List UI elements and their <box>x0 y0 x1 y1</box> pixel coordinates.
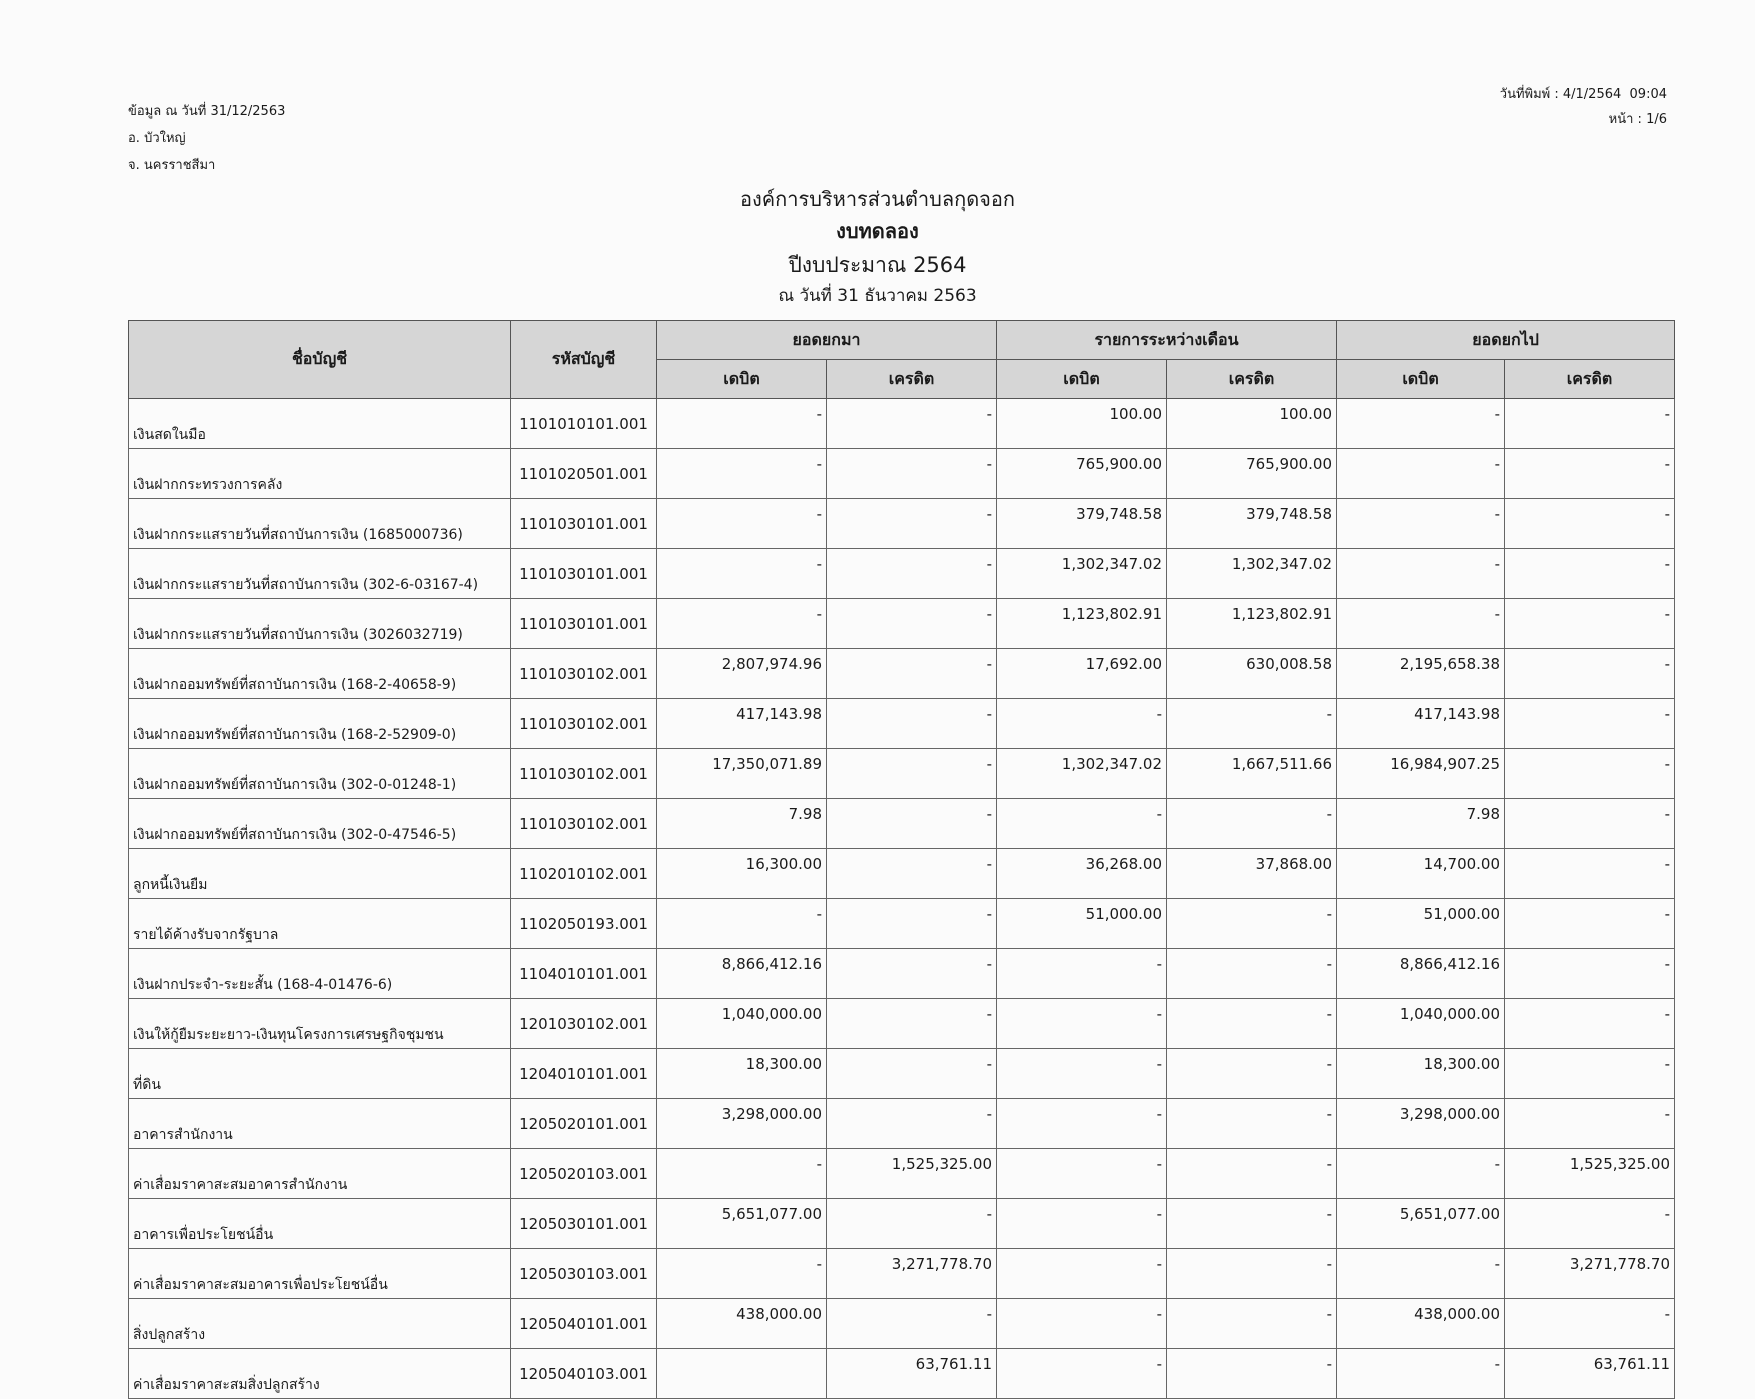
bf-debit-cell: - <box>657 499 827 549</box>
table-row <box>129 1199 1675 1249</box>
account-code-cell: 1205020103.001 <box>511 1149 657 1199</box>
account-code-cell: 1101030101.001 <box>511 599 657 649</box>
cf-debit-cell: - <box>1337 1349 1505 1399</box>
month-credit-cell: 1,302,347.02 <box>1167 549 1337 599</box>
bf-debit-cell: 2,807,974.96 <box>657 649 827 699</box>
col-header-during-month: รายการระหว่างเดือน <box>997 321 1337 360</box>
report-title: งบทดลอง <box>836 219 919 243</box>
account-name-cell: เงินฝากกระแสรายวันที่สถาบันการเงิน (3026032719) <box>129 599 511 649</box>
bf-credit-cell: 63,761.11 <box>827 1349 997 1399</box>
data-date: ข้อมูล ณ วันที่ 31/12/2563 <box>128 104 286 119</box>
bf-credit-cell: - <box>827 1049 997 1099</box>
month-debit-cell: - <box>997 699 1167 749</box>
cf-debit-cell: 8,866,412.16 <box>1337 949 1505 999</box>
table-row <box>129 449 1675 499</box>
account-name-cell: อาคารเพื่อประโยชน์อื่น <box>129 1199 511 1249</box>
table-body <box>129 399 1675 1399</box>
col-header-carried-forward: ยอดยกไป <box>1337 321 1675 360</box>
col-header-month-credit: เครดิต <box>1167 360 1337 399</box>
bf-credit-cell: - <box>827 549 997 599</box>
cf-debit-cell: 7.98 <box>1337 799 1505 849</box>
table-row <box>129 849 1675 899</box>
bf-credit-cell: - <box>827 499 997 549</box>
table-row <box>129 1099 1675 1149</box>
bf-credit-cell: - <box>827 1099 997 1149</box>
month-credit-cell: - <box>1167 1349 1337 1399</box>
cf-credit-cell: - <box>1505 399 1675 449</box>
month-debit-cell: 36,268.00 <box>997 849 1167 899</box>
cf-debit-cell: 51,000.00 <box>1337 899 1505 949</box>
account-code-cell: 1102010102.001 <box>511 849 657 899</box>
bf-credit-cell: - <box>827 849 997 899</box>
cf-credit-cell: - <box>1505 749 1675 799</box>
table-row <box>129 999 1675 1049</box>
account-code-cell: 1201030102.001 <box>511 999 657 1049</box>
account-code-cell: 1102050193.001 <box>511 899 657 949</box>
bf-credit-cell: - <box>827 1299 997 1349</box>
bf-credit-cell: - <box>827 999 997 1049</box>
organization-name: องค์การบริหารส่วนตำบลกุดจอก <box>739 187 1016 211</box>
cf-debit-cell: - <box>1337 499 1505 549</box>
bf-debit-cell: 8,866,412.16 <box>657 949 827 999</box>
report-titles <box>0 184 1755 310</box>
month-debit-cell: 1,302,347.02 <box>997 549 1167 599</box>
cf-debit-cell: 18,300.00 <box>1337 1049 1505 1099</box>
account-name-cell: เงินฝากประจำ-ระยะสั้น (168-4-01476-6) <box>129 949 511 999</box>
month-debit-cell: - <box>997 1049 1167 1099</box>
col-header-brought-forward: ยอดยกมา <box>657 321 997 360</box>
bf-debit-cell: 17,350,071.89 <box>657 749 827 799</box>
table-row <box>129 949 1675 999</box>
col-header-month-debit: เดบิต <box>997 360 1167 399</box>
page-number: หน้า : 1/6 <box>1608 112 1667 127</box>
account-name-cell: ค่าเสื่อมราคาสะสมอาคารสำนักงาน <box>129 1149 511 1199</box>
account-code-cell: 1104010101.001 <box>511 949 657 999</box>
cf-credit-cell: - <box>1505 1099 1675 1149</box>
account-name-cell: เงินฝากกระแสรายวันที่สถาบันการเงิน (1685000736) <box>129 499 511 549</box>
account-code-cell: 1205030103.001 <box>511 1249 657 1299</box>
month-debit-cell: 17,692.00 <box>997 649 1167 699</box>
month-debit-cell: - <box>997 1149 1167 1199</box>
bf-credit-cell: - <box>827 799 997 849</box>
cf-debit-cell: 417,143.98 <box>1337 699 1505 749</box>
table-row <box>129 1049 1675 1099</box>
report-info-left <box>128 98 285 179</box>
cf-credit-cell: - <box>1505 449 1675 499</box>
cf-credit-cell: - <box>1505 849 1675 899</box>
account-code-cell: 1101030101.001 <box>511 499 657 549</box>
table-row <box>129 749 1675 799</box>
col-header-bf-debit: เดบิต <box>657 360 827 399</box>
province: จ. นครราชสีมา <box>128 158 216 173</box>
cf-credit-cell: - <box>1505 999 1675 1049</box>
bf-debit-cell: - <box>657 399 827 449</box>
cf-debit-cell: - <box>1337 599 1505 649</box>
month-credit-cell: 100.00 <box>1167 399 1337 449</box>
month-debit-cell: 100.00 <box>997 399 1167 449</box>
month-credit-cell: 630,008.58 <box>1167 649 1337 699</box>
bf-credit-cell: 1,525,325.00 <box>827 1149 997 1199</box>
month-debit-cell: - <box>997 1349 1167 1399</box>
cf-credit-cell: - <box>1505 649 1675 699</box>
account-name-cell: เงินให้กู้ยืมระยะยาว-เงินทุนโครงการเศรษฐกิจชุมชน <box>129 999 511 1049</box>
cf-debit-cell: 2,195,658.38 <box>1337 649 1505 699</box>
cf-credit-cell: - <box>1505 1199 1675 1249</box>
account-name-cell: เงินฝากออมทรัพย์ที่สถาบันการเงิน (168-2-40658-9) <box>129 649 511 699</box>
trial-balance-table <box>128 320 1675 1399</box>
month-credit-cell: 1,123,802.91 <box>1167 599 1337 649</box>
bf-credit-cell: - <box>827 899 997 949</box>
bf-debit-cell: 18,300.00 <box>657 1049 827 1099</box>
table-row <box>129 399 1675 449</box>
month-credit-cell: 765,900.00 <box>1167 449 1337 499</box>
month-debit-cell: - <box>997 1249 1167 1299</box>
col-header-bf-credit: เครดิต <box>827 360 997 399</box>
month-credit-cell: - <box>1167 949 1337 999</box>
cf-credit-cell: - <box>1505 899 1675 949</box>
account-code-cell: 1101010101.001 <box>511 399 657 449</box>
account-code-cell: 1101030102.001 <box>511 699 657 749</box>
account-name-cell: ที่ดิน <box>129 1049 511 1099</box>
bf-debit-cell: 7.98 <box>657 799 827 849</box>
month-credit-cell: 1,667,511.66 <box>1167 749 1337 799</box>
account-name-cell: ค่าเสื่อมราคาสะสมสิ่งปลูกสร้าง <box>129 1349 511 1399</box>
table-row <box>129 1249 1675 1299</box>
month-debit-cell: - <box>997 799 1167 849</box>
account-name-cell: เงินสดในมือ <box>129 399 511 449</box>
cf-debit-cell: 3,298,000.00 <box>1337 1099 1505 1149</box>
cf-debit-cell: 1,040,000.00 <box>1337 999 1505 1049</box>
month-credit-cell: - <box>1167 1099 1337 1149</box>
month-debit-cell: 1,302,347.02 <box>997 749 1167 799</box>
month-debit-cell: - <box>997 949 1167 999</box>
month-credit-cell: - <box>1167 1049 1337 1099</box>
bf-credit-cell: - <box>827 699 997 749</box>
bf-debit-cell: 1,040,000.00 <box>657 999 827 1049</box>
cf-credit-cell: - <box>1505 949 1675 999</box>
cf-credit-cell: - <box>1505 549 1675 599</box>
month-debit-cell: 51,000.00 <box>997 899 1167 949</box>
month-credit-cell: - <box>1167 1199 1337 1249</box>
cf-credit-cell: 63,761.11 <box>1505 1349 1675 1399</box>
cf-debit-cell: - <box>1337 449 1505 499</box>
bf-debit-cell: 417,143.98 <box>657 699 827 749</box>
table-row <box>129 549 1675 599</box>
bf-debit-cell <box>657 1349 827 1399</box>
account-code-cell: 1205030101.001 <box>511 1199 657 1249</box>
account-code-cell: 1101020501.001 <box>511 449 657 499</box>
bf-credit-cell: - <box>827 649 997 699</box>
report-info-right <box>1500 82 1667 132</box>
as-of-date: ณ วันที่ 31 ธันวาคม 2563 <box>778 286 977 306</box>
account-code-cell: 1101030102.001 <box>511 799 657 849</box>
cf-credit-cell: - <box>1505 599 1675 649</box>
table-row <box>129 649 1675 699</box>
cf-credit-cell: - <box>1505 1299 1675 1349</box>
table-row <box>129 1349 1675 1399</box>
month-credit-cell: - <box>1167 1249 1337 1299</box>
col-header-cf-credit: เครดิต <box>1505 360 1675 399</box>
month-debit-cell: 379,748.58 <box>997 499 1167 549</box>
account-name-cell: สิ่งปลูกสร้าง <box>129 1299 511 1349</box>
table-row <box>129 599 1675 649</box>
cf-debit-cell: 5,651,077.00 <box>1337 1199 1505 1249</box>
account-code-cell: 1205040101.001 <box>511 1299 657 1349</box>
cf-debit-cell: 16,984,907.25 <box>1337 749 1505 799</box>
account-name-cell: รายได้ค้างรับจากรัฐบาล <box>129 899 511 949</box>
cf-debit-cell: 438,000.00 <box>1337 1299 1505 1349</box>
account-code-cell: 1204010101.001 <box>511 1049 657 1099</box>
bf-debit-cell: - <box>657 899 827 949</box>
bf-debit-cell: - <box>657 449 827 499</box>
table-row <box>129 1299 1675 1349</box>
district: อ. บัวใหญ่ <box>128 131 186 146</box>
bf-debit-cell: 3,298,000.00 <box>657 1099 827 1149</box>
bf-credit-cell: - <box>827 399 997 449</box>
table-row <box>129 899 1675 949</box>
account-name-cell: เงินฝากออมทรัพย์ที่สถาบันการเงิน (302-0-47546-5) <box>129 799 511 849</box>
month-credit-cell: - <box>1167 999 1337 1049</box>
month-credit-cell: 37,868.00 <box>1167 849 1337 899</box>
month-credit-cell: - <box>1167 1149 1337 1199</box>
table-row <box>129 699 1675 749</box>
bf-debit-cell: 438,000.00 <box>657 1299 827 1349</box>
cf-credit-cell: - <box>1505 1049 1675 1099</box>
account-name-cell: ค่าเสื่อมราคาสะสมอาคารเพื่อประโยชน์อื่น <box>129 1249 511 1299</box>
cf-credit-cell: - <box>1505 699 1675 749</box>
cf-debit-cell: - <box>1337 549 1505 599</box>
month-debit-cell: - <box>997 1299 1167 1349</box>
month-credit-cell: - <box>1167 899 1337 949</box>
month-debit-cell: - <box>997 1099 1167 1149</box>
account-code-cell: 1101030101.001 <box>511 549 657 599</box>
col-header-account-code: รหัสบัญชี <box>511 321 657 399</box>
bf-debit-cell: 16,300.00 <box>657 849 827 899</box>
account-name-cell: อาคารสำนักงาน <box>129 1099 511 1149</box>
bf-debit-cell: - <box>657 1149 827 1199</box>
cf-debit-cell: - <box>1337 399 1505 449</box>
account-code-cell: 1205040103.001 <box>511 1349 657 1399</box>
account-name-cell: เงินฝากออมทรัพย์ที่สถาบันการเงิน (168-2-52909-0) <box>129 699 511 749</box>
table-row <box>129 1149 1675 1199</box>
bf-credit-cell: - <box>827 449 997 499</box>
cf-credit-cell: - <box>1505 499 1675 549</box>
cf-credit-cell: - <box>1505 799 1675 849</box>
account-name-cell: เงินฝากกระแสรายวันที่สถาบันการเงิน (302-6-03167-4) <box>129 549 511 599</box>
cf-debit-cell: - <box>1337 1249 1505 1299</box>
account-code-cell: 1205020101.001 <box>511 1099 657 1149</box>
table-row <box>129 499 1675 549</box>
month-credit-cell: - <box>1167 699 1337 749</box>
fiscal-year: ปีงบประมาณ 2564 <box>788 253 967 277</box>
month-debit-cell: - <box>997 1199 1167 1249</box>
col-header-cf-debit: เดบิต <box>1337 360 1505 399</box>
table-row <box>129 799 1675 849</box>
cf-debit-cell: 14,700.00 <box>1337 849 1505 899</box>
bf-credit-cell: - <box>827 599 997 649</box>
month-debit-cell: 1,123,802.91 <box>997 599 1167 649</box>
bf-credit-cell: - <box>827 949 997 999</box>
bf-debit-cell: - <box>657 549 827 599</box>
account-name-cell: ลูกหนี้เงินยืม <box>129 849 511 899</box>
col-header-account-name: ชื่อบัญชี <box>129 321 511 399</box>
month-debit-cell: 765,900.00 <box>997 449 1167 499</box>
cf-debit-cell: - <box>1337 1149 1505 1199</box>
print-date: วันที่พิมพ์ : 4/1/2564 09:04 <box>1499 87 1667 102</box>
bf-credit-cell: - <box>827 749 997 799</box>
bf-debit-cell: - <box>657 1249 827 1299</box>
cf-credit-cell: 3,271,778.70 <box>1505 1249 1675 1299</box>
cf-credit-cell: 1,525,325.00 <box>1505 1149 1675 1199</box>
bf-debit-cell: - <box>657 599 827 649</box>
account-code-cell: 1101030102.001 <box>511 649 657 699</box>
month-debit-cell: - <box>997 999 1167 1049</box>
month-credit-cell: - <box>1167 799 1337 849</box>
month-credit-cell: - <box>1167 1299 1337 1349</box>
bf-debit-cell: 5,651,077.00 <box>657 1199 827 1249</box>
account-name-cell: เงินฝากกระทรวงการคลัง <box>129 449 511 499</box>
account-code-cell: 1101030102.001 <box>511 749 657 799</box>
month-credit-cell: 379,748.58 <box>1167 499 1337 549</box>
bf-credit-cell: 3,271,778.70 <box>827 1249 997 1299</box>
bf-credit-cell: - <box>827 1199 997 1249</box>
account-name-cell: เงินฝากออมทรัพย์ที่สถาบันการเงิน (302-0-01248-1) <box>129 749 511 799</box>
